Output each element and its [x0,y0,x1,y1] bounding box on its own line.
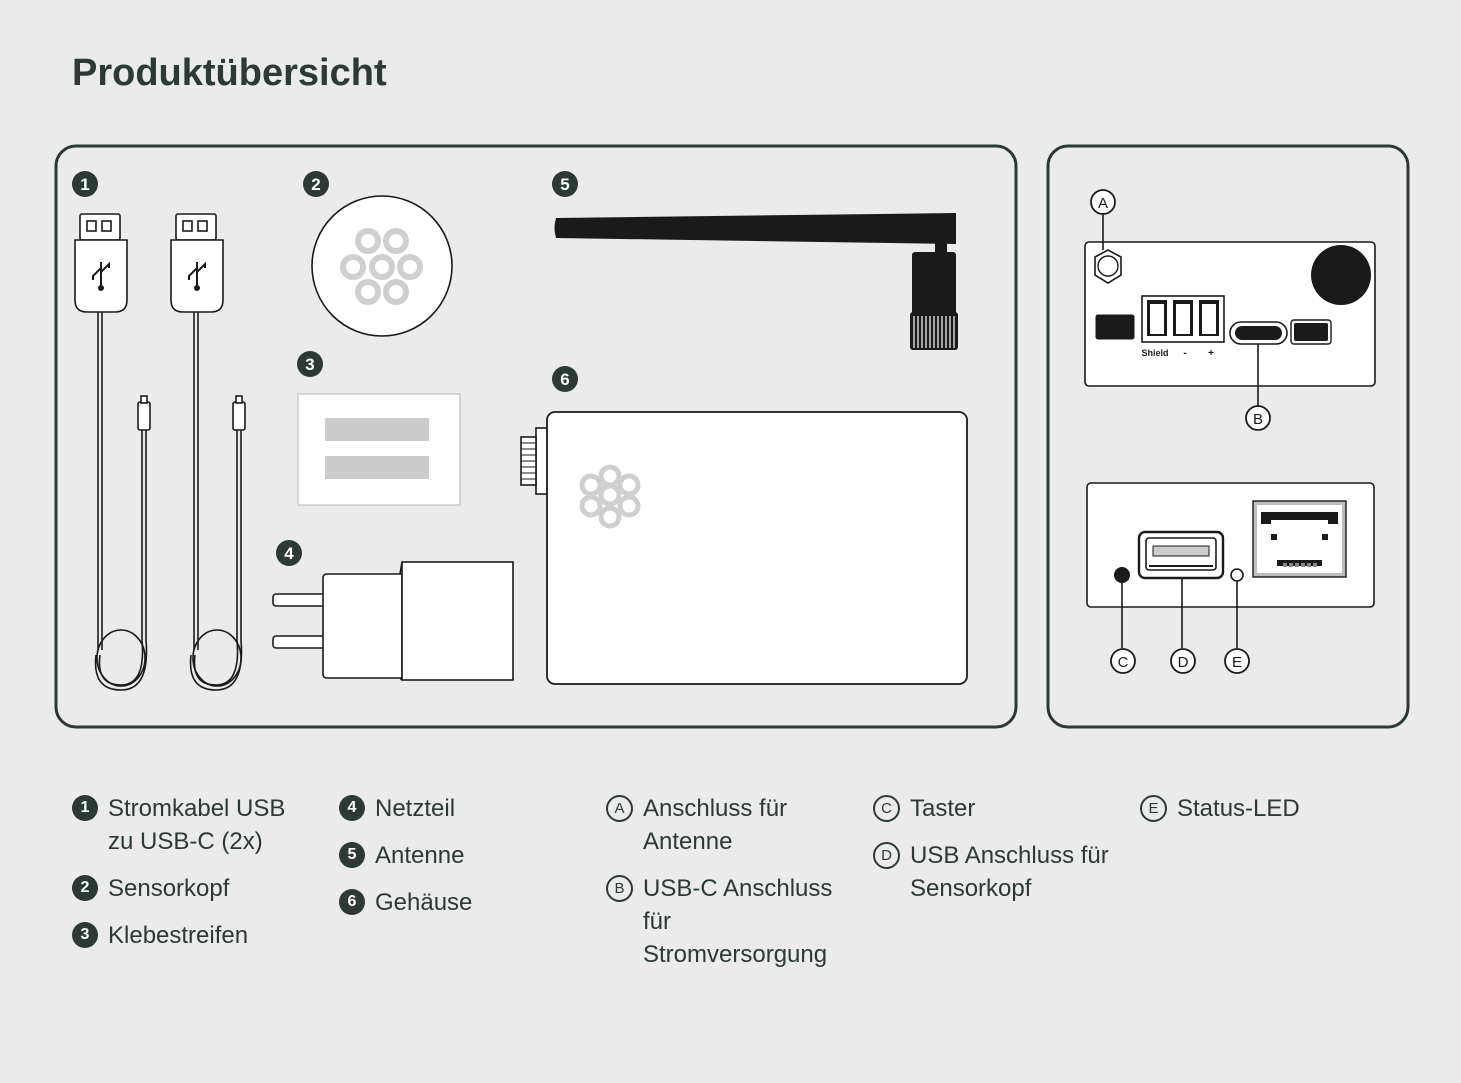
legend-text: Antenne [375,842,465,869]
legend-column-4 [873,792,1133,919]
callout-d [1171,649,1195,673]
letter-badge: D [873,842,900,869]
number-badge: 3 [72,922,98,948]
badge-4 [276,540,302,566]
legend-item [606,872,866,971]
legend-item [72,919,312,952]
status-led-icon [1231,569,1243,581]
sensor-head-illustration [312,196,452,336]
bottom-connector-panel [1087,483,1374,648]
badge-3 [297,351,323,377]
antenna-illustration [555,213,959,350]
badge-1 [72,171,98,197]
svg-text:1: 1 [80,175,90,194]
badge-2 [303,171,329,197]
callout-b [1246,406,1270,430]
legend-text: Status-LED [1177,795,1300,822]
legend-column-3 [606,792,866,985]
number-badge: 6 [339,889,365,915]
legend-item [72,792,312,858]
legend-item [72,872,312,905]
svg-text:3: 3 [305,355,315,374]
svg-text:Shield: Shield [1141,348,1169,358]
svg-text:D: D [1177,654,1189,671]
svg-text:+: + [1208,348,1214,359]
legend-text: Taster [910,795,976,822]
power-supply-illustration [273,562,513,680]
legend-text: Stromkabel USB zu USB-C (2x) [108,795,286,855]
housing-illustration [521,412,967,684]
svg-text:2: 2 [311,175,321,194]
badge-5 [552,171,578,197]
legend-text: Klebestreifen [108,922,249,949]
svg-text:B: B [1252,411,1264,428]
svg-text:6: 6 [560,370,570,389]
legend-text: USB Anschluss für Sensorkopf [910,842,1109,902]
legend-item [1140,792,1400,825]
legend-text: Anschluss für Antenne [643,795,788,855]
round-port-icon [1311,245,1371,305]
callout-c [1111,649,1135,673]
letter-badge: A [606,795,633,822]
button-icon [1114,567,1130,583]
legend-text: USB-C Anschluss für Stromversorgung [643,875,833,968]
svg-text:A: A [1097,195,1109,212]
number-badge: 1 [72,795,98,821]
legend-column-5 [1140,792,1400,839]
legend-text: Sensorkopf [108,875,230,902]
legend-item [339,839,569,872]
legend-item [873,792,1133,825]
legend-column-1 [72,792,312,966]
legend-text: Gehäuse [375,889,473,916]
antenna-connector-icon [1095,250,1121,283]
page-title: Produktübersicht [72,52,387,94]
legend-item [606,792,866,858]
letter-badge: C [873,795,900,822]
legend-item [339,886,569,919]
adhesive-strips-illustration [298,394,460,505]
legend-item [873,839,1133,905]
legend-item [339,792,569,825]
legend-column-2 [339,792,569,933]
number-badge: 2 [72,875,98,901]
ports-frame [1048,146,1408,727]
callout-a [1091,190,1115,214]
number-badge: 4 [339,795,365,821]
svg-text:5: 5 [560,175,570,194]
number-badge: 5 [339,842,365,868]
svg-text:C: C [1117,654,1129,671]
badge-6 [552,366,578,392]
legend-text: Netzteil [375,795,456,822]
top-connector-panel [1085,214,1375,406]
callout-e [1225,649,1249,673]
letter-badge: B [606,875,633,902]
letter-badge: E [1140,795,1167,822]
svg-text:-: - [1183,348,1187,359]
svg-text:4: 4 [284,544,294,563]
svg-text:E: E [1231,654,1243,671]
